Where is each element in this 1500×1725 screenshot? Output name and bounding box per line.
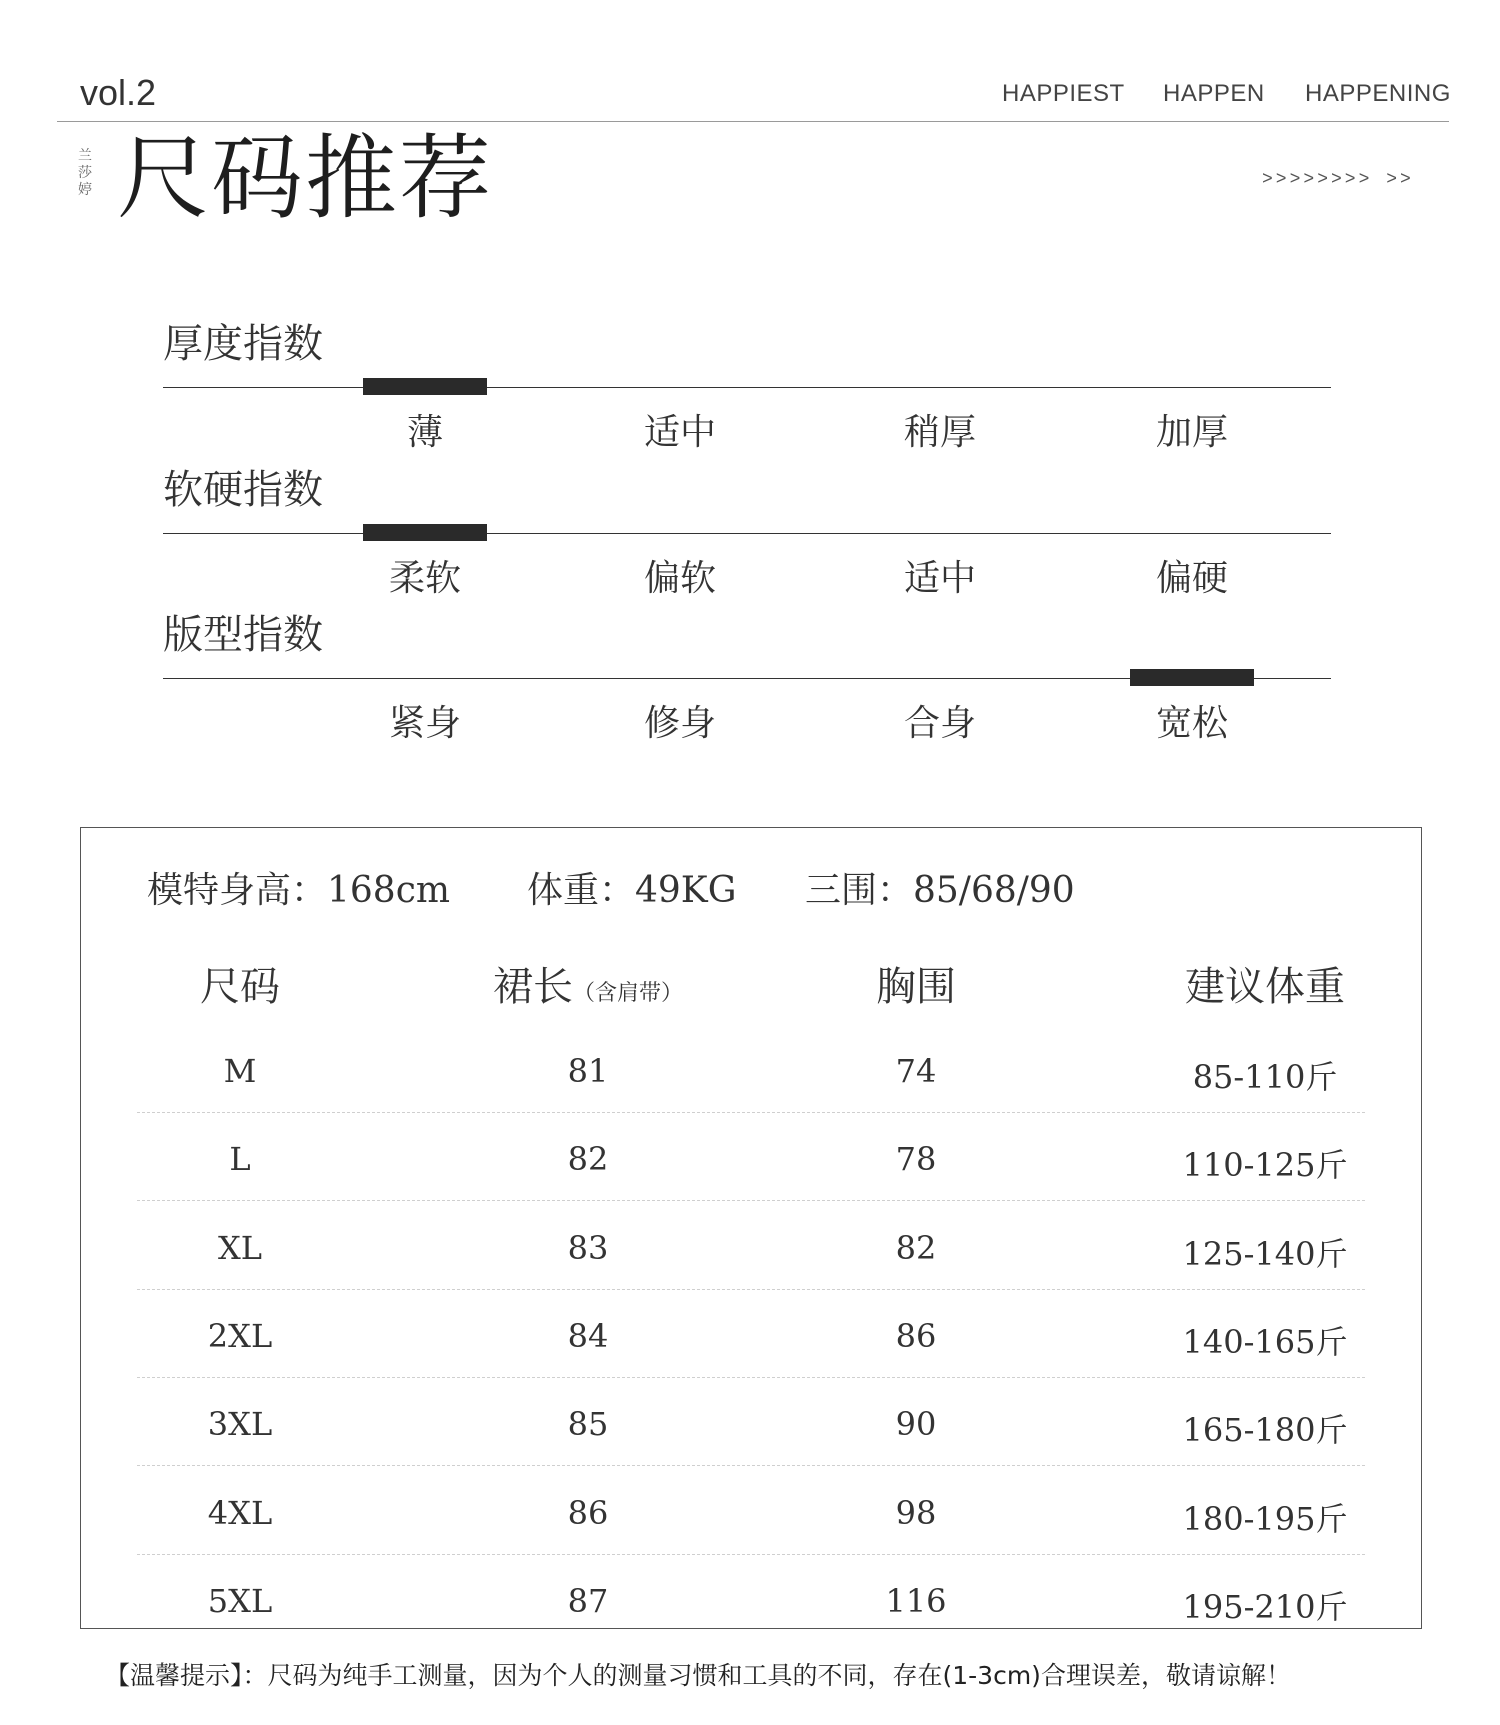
index-option: 适中 [903, 558, 976, 599]
table-cell: 86 [895, 1316, 937, 1355]
table-row-divider [137, 1465, 1365, 1466]
table-cell: 195-210斤 [1182, 1587, 1348, 1626]
table-cell: 78 [895, 1140, 937, 1179]
table-cell: 140-165斤 [1182, 1322, 1348, 1361]
table-row-divider [137, 1112, 1365, 1113]
table-cell: 83 [567, 1228, 609, 1267]
index-option: 偏硬 [1155, 558, 1228, 599]
index-option: 偏软 [643, 558, 716, 599]
table-cell: 3XL [207, 1405, 273, 1444]
table-cell: 85-110斤 [1192, 1058, 1338, 1096]
header-word-happen: HAPPEN [1163, 80, 1265, 107]
index-option: 加厚 [1155, 412, 1228, 453]
index-title: 版型指数 [163, 612, 323, 658]
index-option: 稍厚 [903, 412, 976, 453]
index-option: 适中 [643, 412, 716, 453]
index-scale-line [163, 387, 1331, 388]
table-cell: 86 [567, 1493, 609, 1532]
index-option: 柔软 [388, 558, 461, 599]
table-cell: 87 [567, 1581, 609, 1620]
table-cell: XL [217, 1228, 263, 1267]
table-cell: 84 [567, 1316, 609, 1355]
table-cell: M [223, 1052, 257, 1090]
table-cell: 82 [567, 1140, 609, 1179]
table-cell: 4XL [207, 1493, 273, 1532]
table-cell: 98 [895, 1493, 937, 1532]
table-cell: 81 [567, 1052, 609, 1090]
table-row-divider [137, 1554, 1365, 1555]
index-selected-marker [363, 524, 487, 541]
arrow-decoration: >>>>>>>> >> [1262, 170, 1414, 190]
index-title: 厚度指数 [163, 321, 323, 367]
index-option: 修身 [643, 703, 716, 744]
index-option: 合身 [903, 703, 976, 744]
table-cell: 74 [895, 1052, 937, 1090]
index-option: 薄 [406, 412, 443, 453]
table-row-divider [137, 1200, 1365, 1201]
table-cell: L [229, 1140, 251, 1179]
table-header: 胸围 [876, 964, 956, 1010]
index-selected-marker [1130, 669, 1254, 686]
table-row-divider [137, 1377, 1365, 1378]
table-cell: 2XL [207, 1316, 273, 1355]
page-title: 尺码推荐 [117, 125, 494, 232]
index-scale-line [163, 533, 1331, 534]
index-option: 紧身 [388, 703, 461, 744]
table-row-divider [137, 1289, 1365, 1290]
header-divider [57, 121, 1449, 122]
table-cell: 5XL [207, 1581, 273, 1620]
table-header: 建议体重 [1185, 964, 1345, 1010]
table-cell: 116 [885, 1581, 947, 1620]
warm-tip: 【温馨提示】：尺码为纯手工测量，因为个人的测量习惯和工具的不同，存在(1-3cm)合理误差，敬请谅解！ [105, 1661, 1291, 1690]
model-height: 模特身高：168cm [147, 870, 451, 911]
table-cell: 180-195斤 [1182, 1499, 1348, 1538]
header-word-happening: HAPPENING [1305, 80, 1451, 107]
volume-label: vol.2 [80, 72, 157, 113]
brand-vertical-text: 兰莎婷 [78, 148, 92, 198]
model-weight: 体重：49KG [527, 870, 737, 911]
model-measurements: 三围：85/68/90 [805, 870, 1075, 911]
table-header: 尺码 [200, 964, 280, 1010]
header-word-happiest: HAPPIEST [1002, 80, 1125, 107]
index-title: 软硬指数 [163, 467, 323, 513]
table-cell: 90 [895, 1405, 937, 1444]
table-cell: 125-140斤 [1182, 1234, 1348, 1273]
index-option: 宽松 [1155, 703, 1228, 744]
table-cell: 110-125斤 [1182, 1146, 1348, 1185]
table-cell: 165-180斤 [1182, 1411, 1348, 1450]
index-selected-marker [363, 378, 487, 395]
table-header: 裙长（含肩带） [492, 964, 683, 1010]
table-cell: 85 [567, 1405, 609, 1444]
table-header-note: （含肩带） [572, 981, 683, 1006]
table-cell: 82 [895, 1228, 937, 1267]
